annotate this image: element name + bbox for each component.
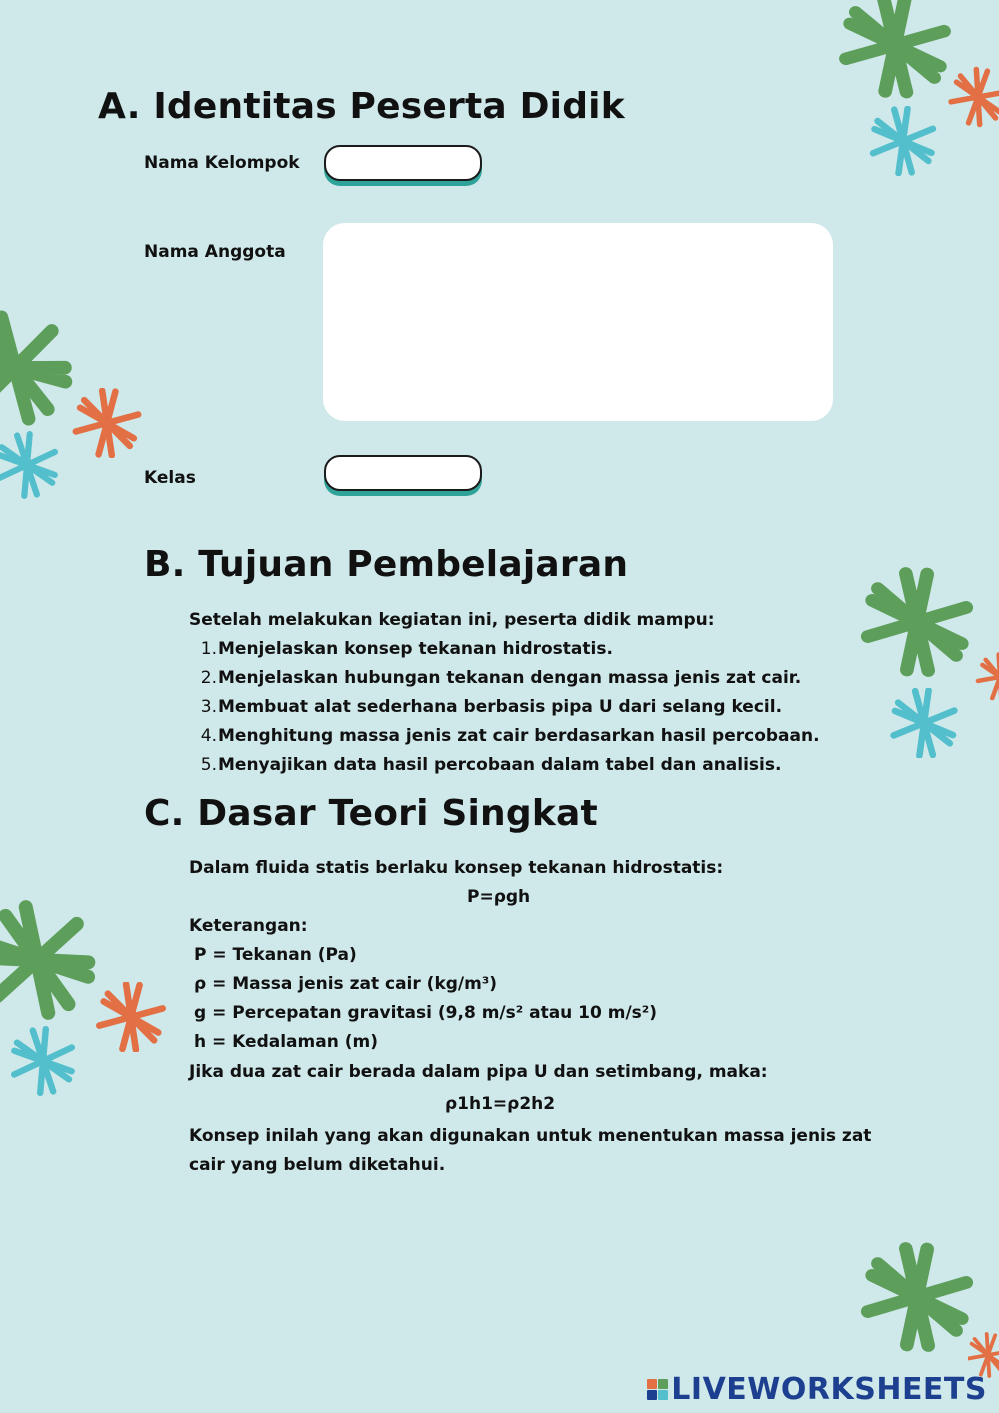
kelas-input[interactable] bbox=[324, 455, 482, 491]
closing-line-2: cair yang belum diketahui. bbox=[189, 1155, 446, 1175]
tujuan-list bbox=[189, 635, 820, 780]
definition-p: P = Tekanan (Pa) bbox=[194, 945, 357, 965]
section-c-title: C. Dasar Teori Singkat bbox=[144, 793, 598, 834]
definition-g: g = Percepatan gravitasi (9,8 m/s² atau 10 m/s²) bbox=[194, 1003, 658, 1023]
list-item: 3. Membuat alat sederhana berbasis pipa U dari selang kecil. bbox=[200, 697, 783, 717]
section-a-title: A. Identitas Peserta Didik bbox=[98, 86, 625, 127]
teori-line-1: Dalam fluida statis berlaku konsep tekanan hidrostatis: bbox=[189, 858, 724, 878]
keterangan-label: Keterangan: bbox=[189, 916, 308, 936]
star-green-decoration bbox=[852, 565, 982, 680]
star-orange-decoration bbox=[970, 652, 999, 702]
star-cyan-decoration bbox=[866, 106, 940, 176]
star-cyan-decoration bbox=[0, 430, 62, 500]
star-green-decoration bbox=[852, 1240, 982, 1355]
teori-line-2: Jika dua zat cair berada dalam pipa U dan setimbang, maka: bbox=[189, 1062, 768, 1082]
logo-mark-icon bbox=[647, 1379, 668, 1400]
list-item: 4. Menghitung massa jenis zat cair berdasarkan hasil percobaan. bbox=[200, 726, 820, 746]
tujuan-intro: Setelah melakukan kegiatan ini, peserta didik mampu: bbox=[189, 610, 715, 630]
formula-hidrostatis: P=ρgh bbox=[467, 887, 531, 907]
star-orange-decoration bbox=[948, 62, 999, 132]
formula-pipa-u: ρ1h1=ρ2h2 bbox=[445, 1094, 556, 1114]
definition-rho: ρ = Massa jenis zat cair (kg/m³) bbox=[194, 974, 498, 994]
star-cyan-decoration bbox=[6, 1026, 80, 1096]
star-green-decoration bbox=[0, 900, 105, 1020]
star-cyan-decoration bbox=[886, 688, 962, 758]
label-kelas: Kelas bbox=[144, 468, 196, 488]
star-orange-decoration bbox=[68, 388, 146, 458]
liveworksheets-logo[interactable] bbox=[647, 1372, 987, 1407]
star-orange-decoration bbox=[92, 982, 170, 1052]
section-b-title: B. Tujuan Pembelajaran bbox=[144, 544, 629, 585]
star-green-decoration bbox=[830, 0, 960, 100]
logo-text: LIVEWORKSHEETS bbox=[671, 1372, 987, 1407]
list-item: 1. Menjelaskan konsep tekanan hidrostatis. bbox=[200, 639, 613, 659]
nama-anggota-textarea[interactable] bbox=[323, 223, 833, 421]
definition-h: h = Kedalaman (m) bbox=[194, 1032, 378, 1052]
label-nama-anggota: Nama Anggota bbox=[144, 242, 286, 262]
nama-kelompok-input[interactable] bbox=[324, 145, 482, 181]
label-nama-kelompok: Nama Kelompok bbox=[144, 153, 300, 173]
closing-line-1: Konsep inilah yang akan digunakan untuk menentukan massa jenis zat bbox=[189, 1126, 872, 1146]
list-item: 5. Menyajikan data hasil percobaan dalam tabel dan analisis. bbox=[200, 755, 782, 775]
list-item: 2. Menjelaskan hubungan tekanan dengan massa jenis zat cair. bbox=[200, 668, 802, 688]
